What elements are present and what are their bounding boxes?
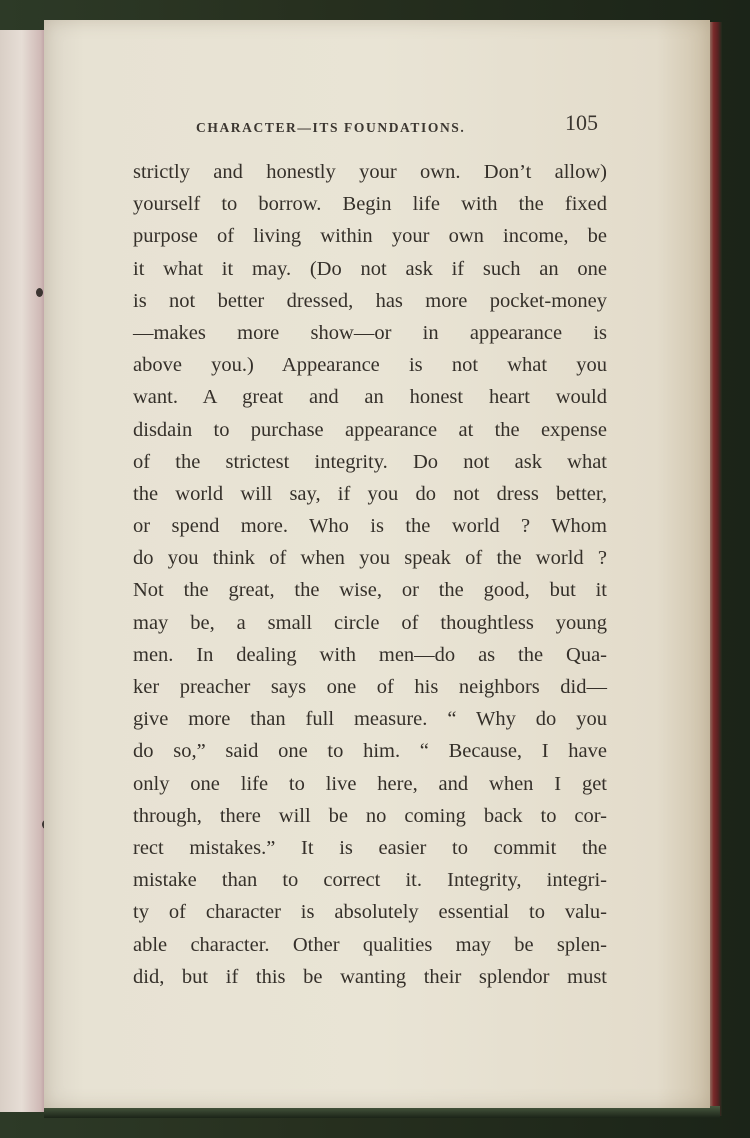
text-line: purpose of living within your own income, be (133, 225, 607, 248)
text-line: rect mistakes.” It is easier to commit the (133, 836, 607, 859)
text-line: able character. Other qualities may be splen- (133, 933, 607, 956)
text-line: through, there will be no coming back to cor- (133, 804, 607, 827)
text-line: is not better dressed, has more pocket-money (133, 289, 607, 312)
text-line: it what it may. (Do not ask if such an one (133, 257, 607, 280)
text-line: Not the great, the wise, or the good, but it (133, 579, 607, 602)
text-line: did, but if this be wanting their splendor must (133, 965, 607, 988)
text-line: may be, a small circle of thoughtless young (133, 611, 607, 634)
text-line: want. A great and an honest heart would (133, 386, 607, 409)
body-text (133, 156, 607, 993)
text-line: men. In dealing with men—do as the Qua- (133, 643, 607, 666)
text-line: ty of character is absolutely essential to valu- (133, 901, 607, 924)
text-line: do so,” said one to him. “ Because, I have (133, 740, 607, 763)
facing-page-edge (0, 30, 50, 1112)
text-line: mistake than to correct it. Integrity, integri- (133, 869, 607, 892)
text-line: above you.) Appearance is not what you (133, 354, 607, 377)
text-line: or spend more. Who is the world ? Whom (133, 515, 607, 538)
text-line: disdain to purchase appearance at the expense (133, 418, 607, 441)
text-line: ker preacher says one of his neighbors did— (133, 676, 607, 698)
page-header (196, 110, 602, 144)
text-line: give more than full measure. “ Why do you (133, 708, 607, 731)
page-number: 105 (565, 110, 598, 135)
book-edge (708, 22, 722, 1116)
text-line: of the strictest integrity. Do not ask what (133, 450, 607, 473)
text-line: do you think of when you speak of the world ? (133, 547, 607, 570)
text-line: —makes more show—or in appearance is (133, 321, 607, 344)
text-line: strictly and honestly your own. Don’t allow) (133, 161, 607, 183)
binding-mark (36, 288, 43, 297)
text-line: yourself to borrow. Begin life with the fixed (133, 193, 607, 216)
text-line: only one life to live here, and when I get (133, 772, 607, 795)
running-head: CHARACTER—ITS FOUNDATIONS. (196, 120, 466, 135)
text-line: the world will say, if you do not dress better, (133, 482, 607, 505)
